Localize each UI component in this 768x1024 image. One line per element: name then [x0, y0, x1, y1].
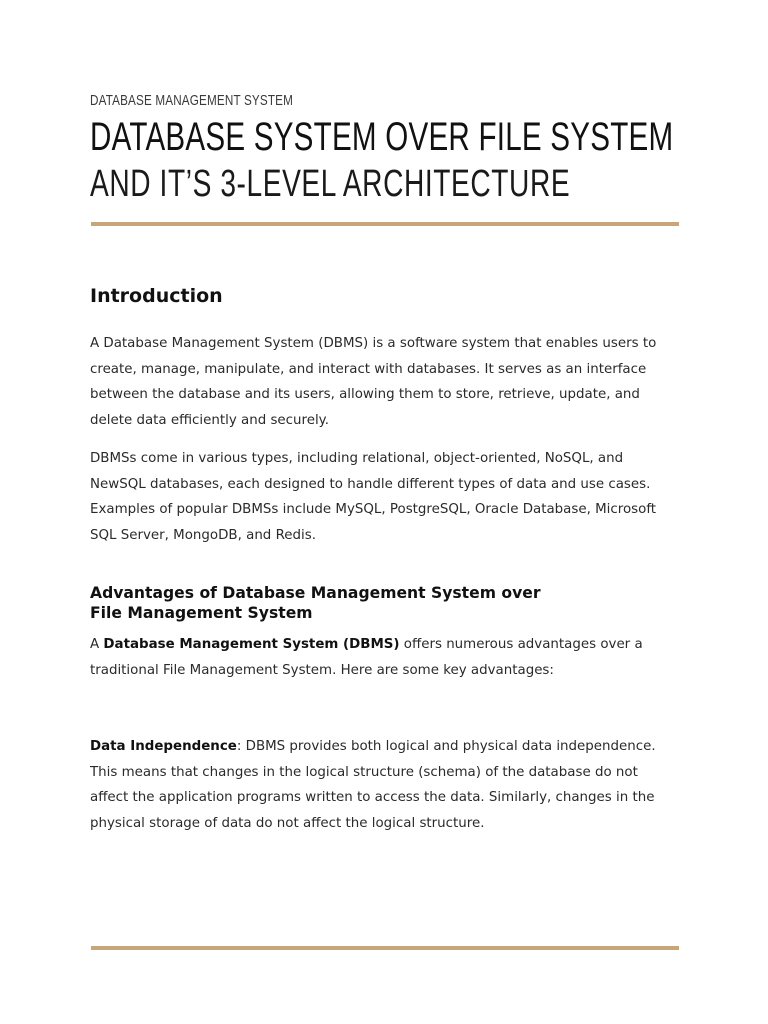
- page-title-line-2: AND IT’S 3-LEVEL ARCHITECTURE: [90, 163, 571, 205]
- document-page: [90, 0, 680, 1024]
- lead-bold-term: Database Management System (DBMS): [103, 637, 400, 652]
- header-divider: [91, 222, 679, 226]
- lead-rest: offers numerous advantages over a traditional File Management System. Here are some key advantages:: [90, 637, 643, 678]
- introduction-heading: Introduction: [90, 285, 223, 307]
- intro-paragraph-1: A Database Management System (DBMS) is a software system that enables users to create, manage, manipulate, and interact with databases. It serves as an interface between the database and its users, allowing them to store, retrieve, update, and delete data efficiently and securely.: [90, 336, 657, 428]
- lead-prefix: A: [90, 637, 104, 652]
- page-title-line-1: DATABASE SYSTEM OVER FILE SYSTEM: [90, 115, 674, 159]
- footer-divider: [91, 946, 679, 950]
- section-kicker: DATABASE MANAGEMENT SYSTEM: [90, 92, 293, 109]
- data-independence-term: Data Independence: [90, 739, 237, 754]
- data-independence-paragraph: [90, 734, 680, 836]
- advantages-lead-paragraph: [90, 632, 680, 683]
- data-independence-text: : DBMS provides both logical and physical data independence. This means that changes in the logical structure (schema) of the database do not affect the application programs written to access the data. Similarly, changes in the physical storage of data do not affect the logical structure.: [90, 739, 656, 831]
- advantages-heading: Advantages of Database Management System over File Management System: [90, 584, 541, 622]
- intro-paragraph-2: DBMSs come in various types, including relational, object-oriented, NoSQL, and NewSQL databases, each designed to handle different types of data and use cases. Examples of popular DBMSs include MySQL, PostgreSQL, Oracle Database, Microsoft SQL Server, MongoDB, and Redis.: [90, 451, 657, 543]
